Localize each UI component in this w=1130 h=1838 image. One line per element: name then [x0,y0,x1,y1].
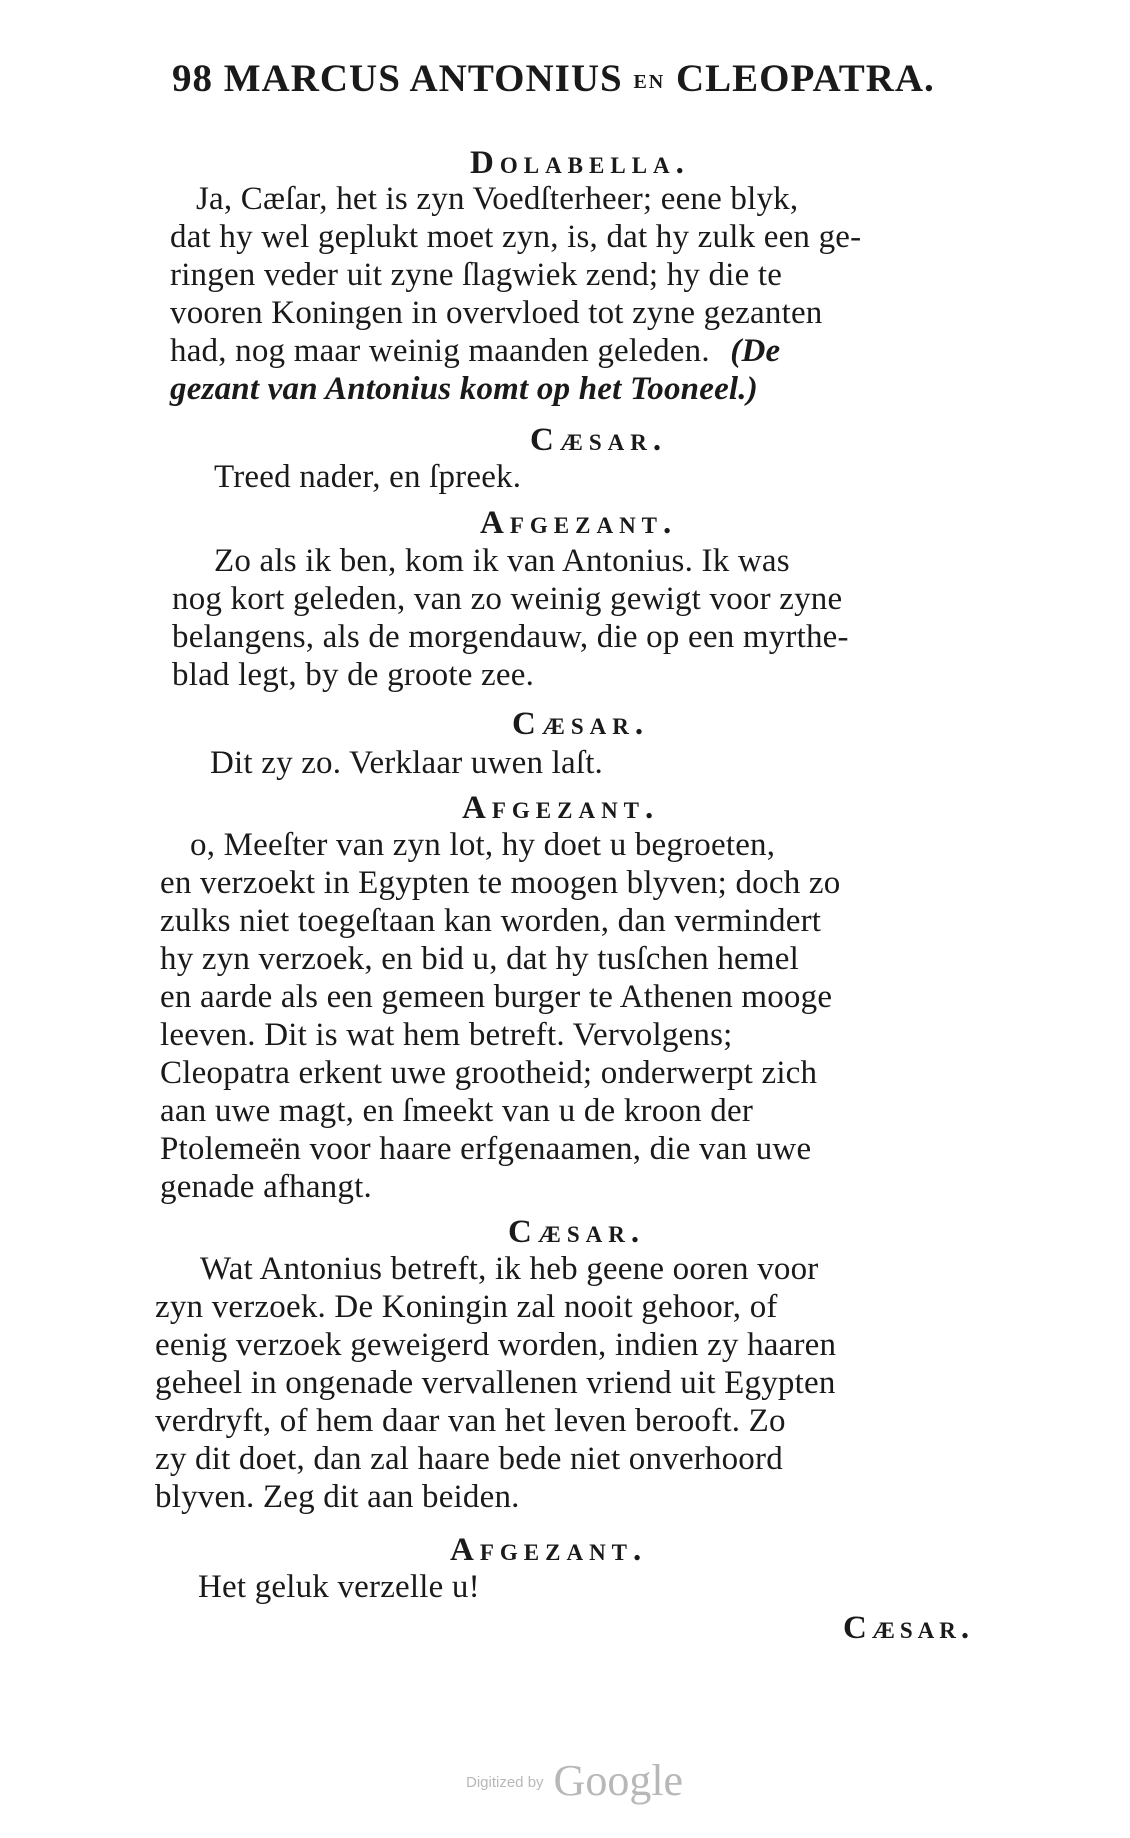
text-line: Cleopatra erkent uwe grootheid; onderwerpt zich [160,1055,818,1091]
text-line: genade afhangt. [160,1169,372,1205]
text-line: blad legt, by de groote zee. [172,657,535,693]
page-number: 98 [172,57,213,100]
text-line: geheel in ongenade vervallenen vriend uit Egypten [155,1365,836,1401]
speaker-heading: Dolabella. [470,145,690,181]
text-line: Dit zy zo. Verklaar uwen laſt. [210,745,604,781]
text-line: Zo als ik ben, kom ik van Antonius. Ik was [214,543,790,579]
stage-direction: (De [730,333,781,369]
text-line: vooren Koningen in overvloed tot zyne gezanten [170,295,823,331]
speaker-heading: Cæsar. [530,422,668,458]
text-line: o, Meeſter van zyn lot, hy doet u begroeten, [190,827,776,863]
text-line: Ja, Cæſar, het is zyn Voedſterheer; eene blyk, [196,181,799,217]
text-line: nog kort geleden, van zo weinig gewigt voor zyne [172,581,843,617]
text-line: Treed nader, en ſpreek. [214,459,522,495]
text-line: verdryft, of hem daar van het leven berooft. Zo [155,1403,786,1439]
text-line: aan uwe magt, en ſmeekt van u de kroon der [160,1093,754,1129]
text-line: en aarde als een gemeen burger te Athenen mooge [160,979,833,1015]
catchword: Cæsar. [843,1610,975,1646]
header-title-part1: MARCUS ANTONIUS [223,57,623,100]
text-line: belangens, als de morgendauw, die op een myrthe- [172,619,849,655]
text-line: eenig verzoek geweigerd worden, indien zy haaren [155,1327,837,1363]
text-line: leeven. Dit is wat hem betreft. Vervolgens; [160,1017,733,1053]
speaker-heading: Afgezant. [450,1532,648,1568]
speaker-heading: Afgezant. [462,790,660,826]
header-title-connector: EN [633,71,666,93]
speaker-heading: Afgezant. [480,505,678,541]
text-line: dat hy wel geplukt moet zyn, is, dat hy zulk een ge- [170,219,862,255]
text-line: Ptolemeën voor haare erfgenaamen, die van uwe [160,1131,812,1167]
text-line: Wat Antonius betreft, ik heb geene ooren voor [200,1251,819,1287]
running-header [172,56,935,101]
text-line: hy zyn verzoek, en bid u, dat hy tusſchen hemel [160,941,799,977]
text-line [170,332,780,370]
speaker-heading: Cæsar. [512,706,650,742]
stage-direction: gezant van Antonius komt op het Tooneel.) [170,371,758,407]
text-line: Het geluk verzelle u! [198,1569,480,1605]
text-line: blyven. Zeg dit aan beiden. [155,1479,520,1515]
header-title-part2: CLEOPATRA. [675,57,935,100]
text-segment: had, nog maar weinig maanden geleden. [170,333,710,369]
text-line: en verzoekt in Egypten te moogen blyven; doch zo [160,865,841,901]
watermark-small-text: Digitized by [466,1774,544,1791]
speaker-heading: Cæsar. [508,1214,646,1250]
text-line: zulks niet toegeſtaan kan worden, dan vermindert [160,903,822,939]
watermark-google-logo: Google [553,1756,684,1805]
text-line: zyn verzoek. De Koningin zal nooit gehoor, of [155,1289,778,1325]
text-line: ringen veder uit zyne ſlagwiek zend; hy die te [170,257,783,293]
digitized-watermark [466,1755,683,1806]
text-line: zy dit doet, dan zal haare bede niet onverhoord [155,1441,783,1477]
